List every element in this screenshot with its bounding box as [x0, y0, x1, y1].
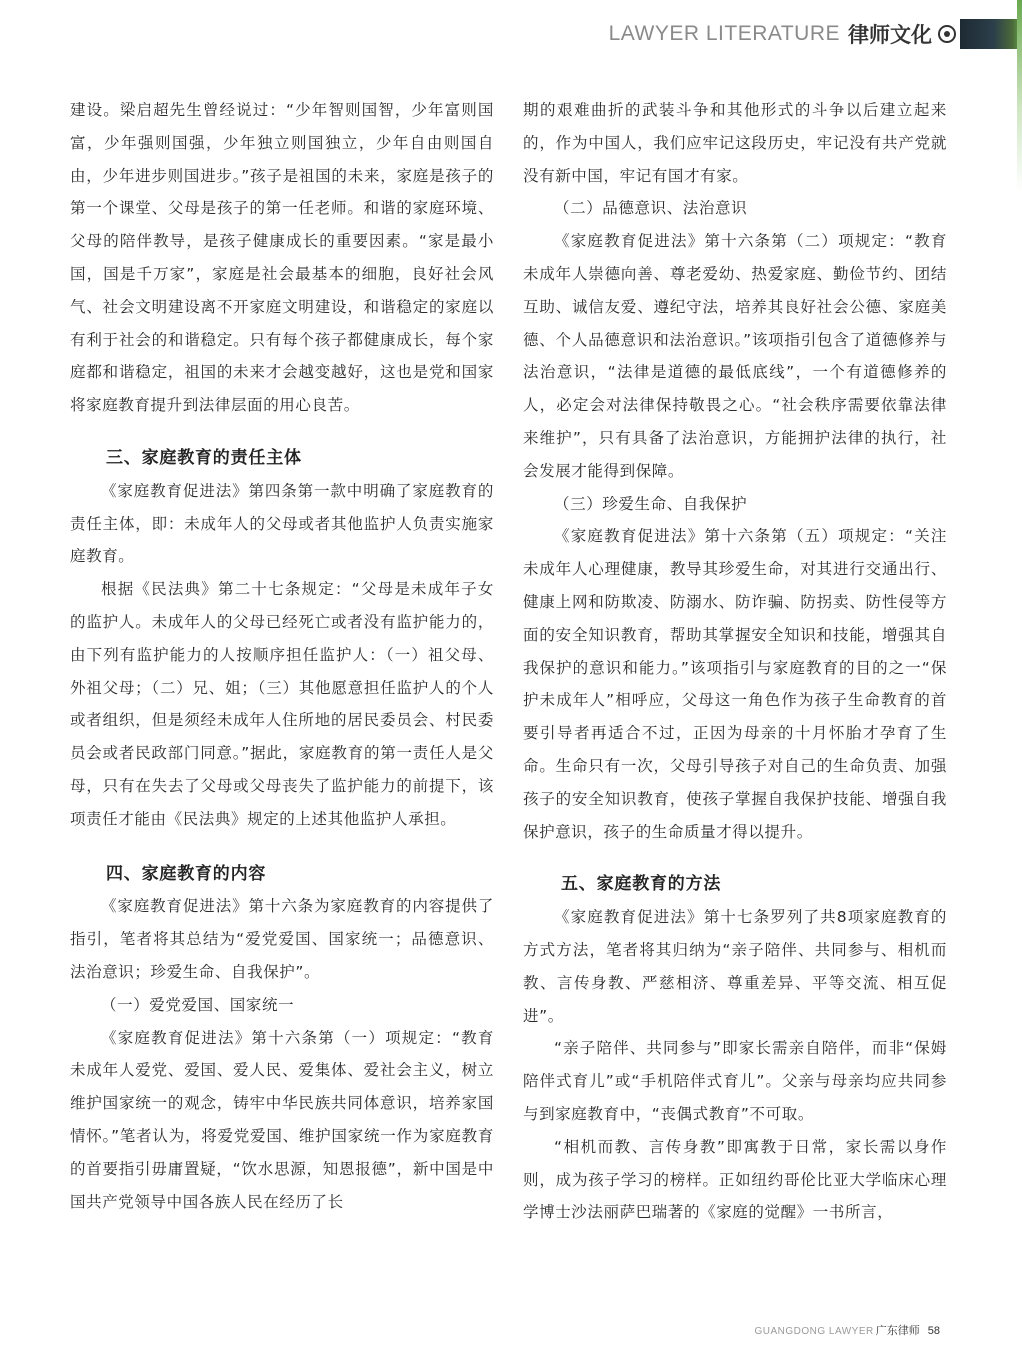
paragraph: 《家庭教育促进法》第十六条第（一）项规定：“教育未成年人爱党、爱国、爱人民、爱集体、爱社会主义，树立维护国家统一的观念，铸牢中华民族共同体意识，培养家国情怀。”笔者认为，将爱党爱国、维护国家统一作为家庭教育的首要指引毋庸置疑，“饮水思源，知恩报德”，新中国是中国共产党领导中国各族人民在经历了长: [70, 1028, 494, 1211]
page-footer: [754, 1322, 940, 1338]
paragraph: “相机而教、言传身教”即寓教于日常，家长需以身作则，成为孩子学习的榜样。正如纽约哥伦比亚大学临床心理学博士沙法丽萨巴瑞著的《家庭的觉醒》一书所言，: [523, 1137, 947, 1222]
subheading: （三）珍爱生命、自我保护: [554, 494, 748, 513]
paragraph: 根据《民法典》第二十七条规定：“父母是未成年子女的监护人。未成年人的父母已经死亡或者没有监护能力的，由下列有监护能力的人按顺序担任监护人：（一）祖父母、外祖父母；（二）兄、姐；（三）其他愿意担任监护人的个人或者组织，但是须经未成年人住所地的居民委员会、村民委员会或者民政部门同意。”据此，家庭教育的第一责任人是父母，只有在失去了父母或父母丧失了监护能力的前提下，该项责任才能由《民法典》规定的上述其他监护人承担。: [70, 580, 494, 828]
left-column: [70, 94, 494, 1218]
paragraph: 建设。梁启超先生曾经说过：“少年智则国智，少年富则国富，少年强则国强，少年独立则国独立，少年自由则国自由，少年进步则国进步。”孩子是祖国的未来，家庭是孩子的第一个课堂、父母是孩子的第一任老师。和谐的家庭环境、父母的陪伴教导，是孩子健康成长的重要因素。“家是最小国，国是千万家”，家庭是社会最基本的细胞，良好社会风气、社会文明建设离不开家庭文明建设，和谐稳定的家庭以有利于社会的和谐稳定。只有每个孩子都健康成长，每个家庭都和谐稳定，祖国的未来才会越变越好，这也是党和国家将家庭教育提升到法律层面的用心良苦。: [70, 101, 494, 415]
header-color-bar: [960, 19, 1022, 49]
paragraph: 期的艰难曲折的武装斗争和其他形式的斗争以后建立起来的，作为中国人，我们应牢记这段历史，牢记没有共产党就没有新中国，牢记有国才有家。: [523, 101, 947, 185]
paragraph: 《家庭教育促进法》第十六条第（二）项规定：“教育未成年人崇德向善、尊老爱幼、热爱家庭、勤俭节约、团结互助、诚信友爱、遵纪守法，培养其良好社会公德、家庭美德、个人品德意识和法治意识。”该项指引包含了道德修养与法治意识，“法律是道德的最低底线”，一个有道德修养的人，必定会对法律保持敬畏之心。“社会秩序需要依靠法律来维护”，只有具备了法治意识，方能拥护法律的执行，社会发展才能得到保障。: [523, 232, 947, 480]
page-header: [609, 18, 1022, 50]
footer-english: GUANGDONG LAWYER: [754, 1326, 874, 1337]
header-chinese-title: 律师文化: [848, 23, 932, 47]
paragraph: 《家庭教育促进法》第十六条第（五）项规定：“关注未成年人心理健康，教导其珍爱生命，对其进行交通出行、健康上网和防欺凌、防溺水、防诈骗、防拐卖、防性侵等方面的安全知识教育，帮助其掌握安全知识和技能，增强其自我保护的意识和能力。”该项指引与家庭教育的目的之一“保护未成年人”相呼应，父母这一角色作为孩子生命教育的首要引导者再适合不过，正因为母亲的十月怀胎才孕育了生命。生命只有一次，父母引导孩子对自己的生命负责、加强孩子的安全知识教育，使孩子掌握自我保护技能、增强自我保护意识，孩子的生命质量才得以提升。: [523, 527, 947, 841]
paragraph: “亲子陪伴、共同参与”即家长需亲自陪伴，而非“保姆陪伴式育儿”或“手机陪伴式育儿”。父亲与母亲均应共同参与到家庭教育中，“丧偶式教育”不可取。: [523, 1039, 947, 1123]
right-column: [523, 94, 947, 1229]
section-heading-3: 三、家庭教育的责任主体: [106, 447, 302, 468]
subheading: （二）品德意识、法治意识: [554, 199, 748, 218]
page-number: 58: [927, 1325, 940, 1337]
section-heading-4: 四、家庭教育的内容: [106, 863, 267, 884]
paragraph: 《家庭教育促进法》第四条第一款中明确了家庭教育的责任主体，即：未成年人的父母或者其他监护人负责实施家庭教育。: [70, 481, 494, 566]
footer-chinese: 广东律师: [875, 1324, 920, 1337]
paragraph: 《家庭教育促进法》第十七条罗列了共8项家庭教育的方式方法，笔者将其归纳为“亲子陪伴、共同参与、相机而教、言传身教、严慈相济、尊重差异、平等交流、相互促进”。: [523, 908, 947, 1025]
header-circle-icon: [938, 25, 956, 43]
subheading: （一）爱党爱国、国家统一: [101, 995, 295, 1014]
page-edge-strip: [1017, 0, 1022, 1363]
paragraph: 《家庭教育促进法》第十六条为家庭教育的内容提供了指引，笔者将其总结为“爱党爱国、国家统一；品德意识、法治意识；珍爱生命、自我保护”。: [70, 897, 494, 981]
header-english-title: LAWYER LITERATURE: [608, 22, 840, 45]
section-heading-5: 五、家庭教育的方法: [561, 874, 722, 895]
